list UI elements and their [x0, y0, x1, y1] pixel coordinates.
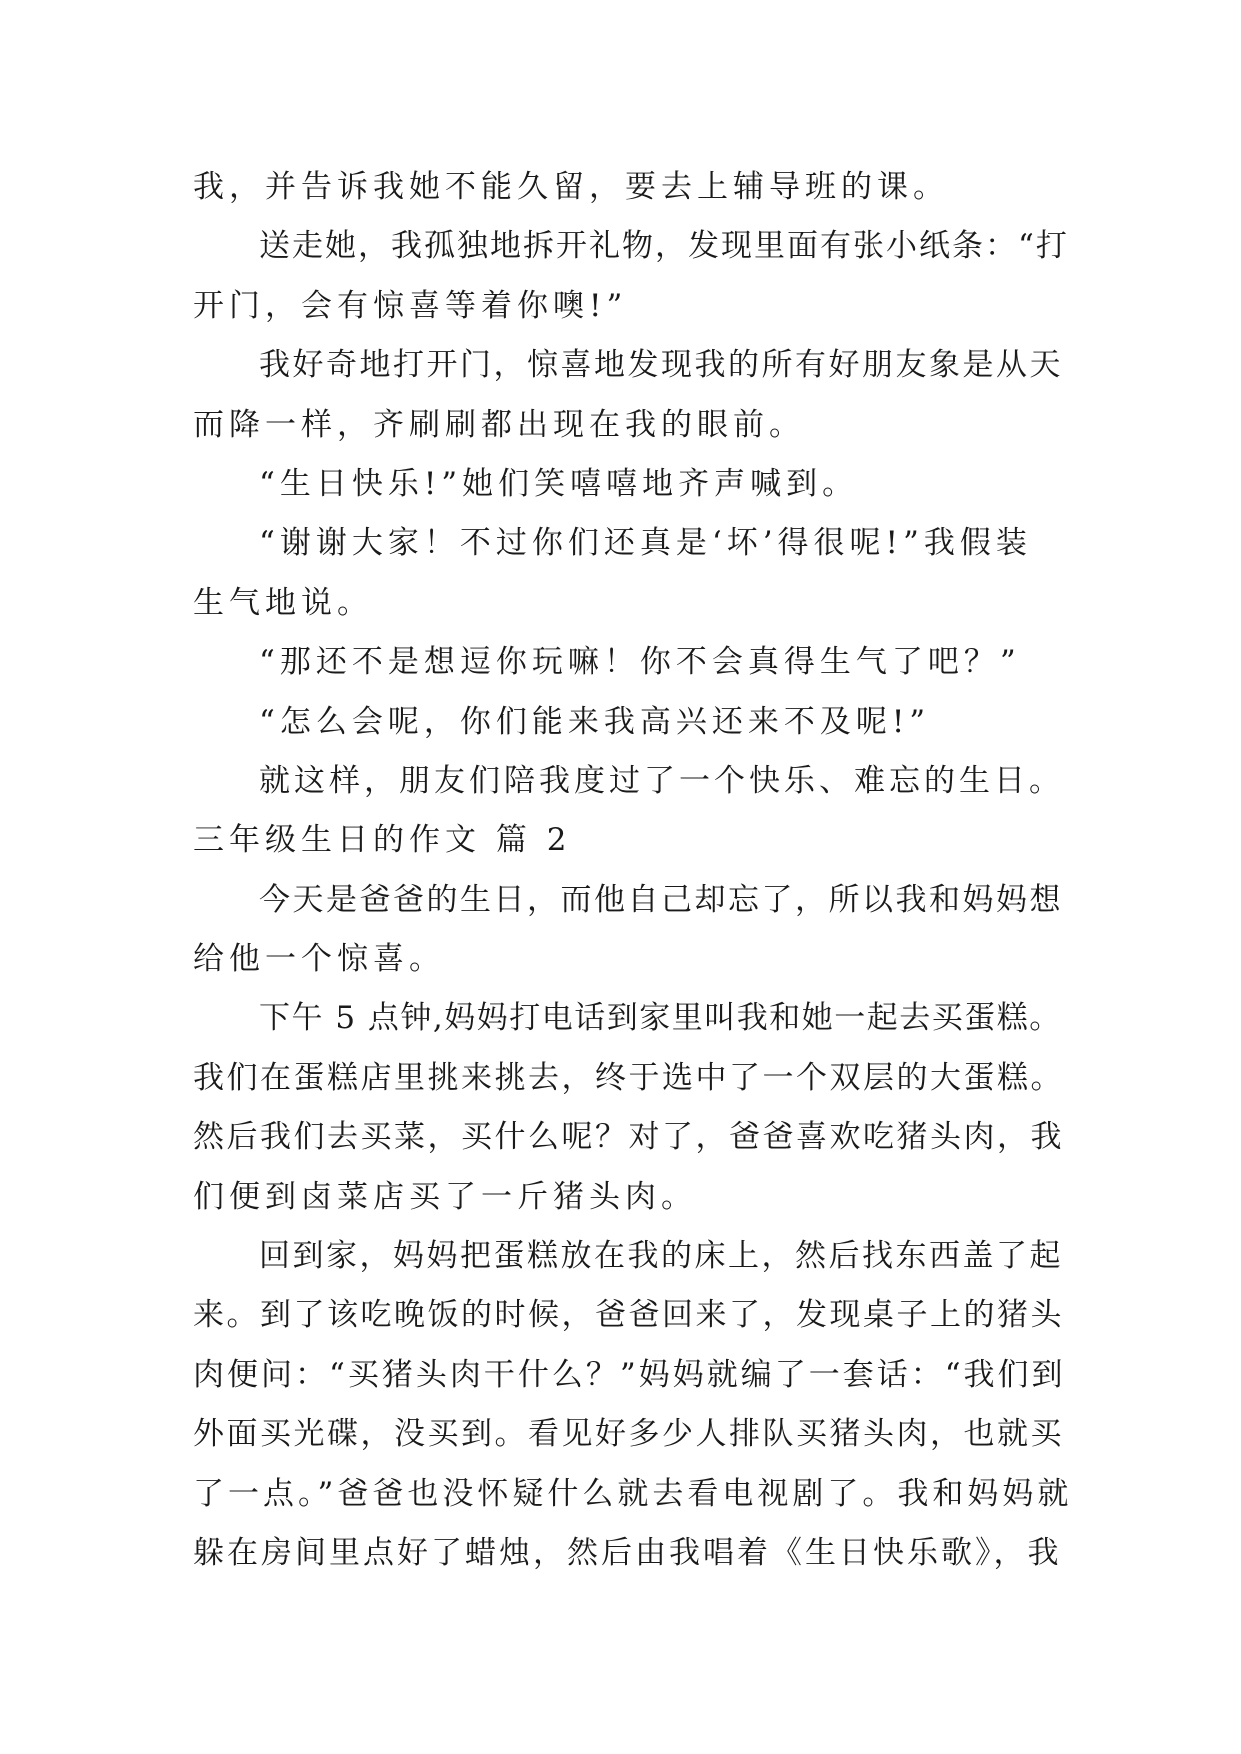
text-line: “谢谢大家！不过你们还真是‘坏’得很呢!”我假装 — [259, 525, 1032, 562]
text-line: 躲在房间里点好了蜡烛，然后由我唱着《生日快乐歌》，我 — [193, 1534, 1062, 1571]
text-line: “那还不是想逗你玩嘛！你不会真得生气了吧？” — [259, 644, 1021, 681]
text-line: 回到家，妈妈把蛋糕放在我的床上，然后找东西盖了起 — [259, 1238, 1063, 1275]
text-line: 来。到了该吃晚饭的时候，爸爸回来了，发现桌子上的猪头 — [193, 1297, 1064, 1334]
text-line: “怎么会呢，你们能来我高兴还来不及呢!” — [259, 703, 931, 740]
text-line: 送走她，我孤独地拆开礼物，发现里面有张小纸条：“打 — [259, 228, 1069, 265]
text-line: 给他一个惊喜。 — [193, 941, 445, 978]
text-line: “生日快乐!”她们笑嘻嘻地齐声喊到。 — [259, 465, 859, 502]
essay-body — [193, 158, 1073, 1583]
text-line: 然后我们去买菜，买什么呢？对了，爸爸喜欢吃猪头肉，我 — [193, 1119, 1064, 1156]
text-line: 而降一样，齐刷刷都出现在我的眼前。 — [193, 406, 805, 443]
text-line: 肉便问：“买猪头肉干什么？”妈妈就编了一套话：“我们到 — [193, 1356, 1066, 1393]
text-line: 我们在蛋糕店里挑来挑去，终于选中了一个双层的大蛋糕。 — [193, 1059, 1064, 1096]
text-line: 我好奇地打开门，惊喜地发现我的所有好朋友象是从天 — [259, 347, 1063, 384]
text-line: 开门，会有惊喜等着你噢!” — [193, 287, 628, 324]
text-line: 我，并告诉我她不能久留，要去上辅导班的课。 — [193, 169, 949, 205]
text-line: 今天是爸爸的生日，而他自己却忘了，所以我和妈妈想 — [259, 881, 1063, 918]
text-line: 外面买光碟，没买到。看见好多少人排队买猪头肉，也就买 — [193, 1416, 1064, 1453]
text-line: 了一点。”爸爸也没怀疑什么就去看电视剧了。我和妈妈就 — [193, 1475, 1073, 1512]
text-line: 下午 5 点钟,妈妈打电话到家里叫我和她一起去买蛋糕。 — [259, 1000, 1062, 1037]
section-heading: 三年级生日的作文 篇 2 — [193, 822, 572, 859]
text-line: 们便到卤菜店买了一斤猪头肉。 — [193, 1178, 697, 1215]
text-line: 就这样，朋友们陪我度过了一个快乐、难忘的生日。 — [259, 762, 1064, 799]
text-line: 生气地说。 — [193, 584, 373, 621]
